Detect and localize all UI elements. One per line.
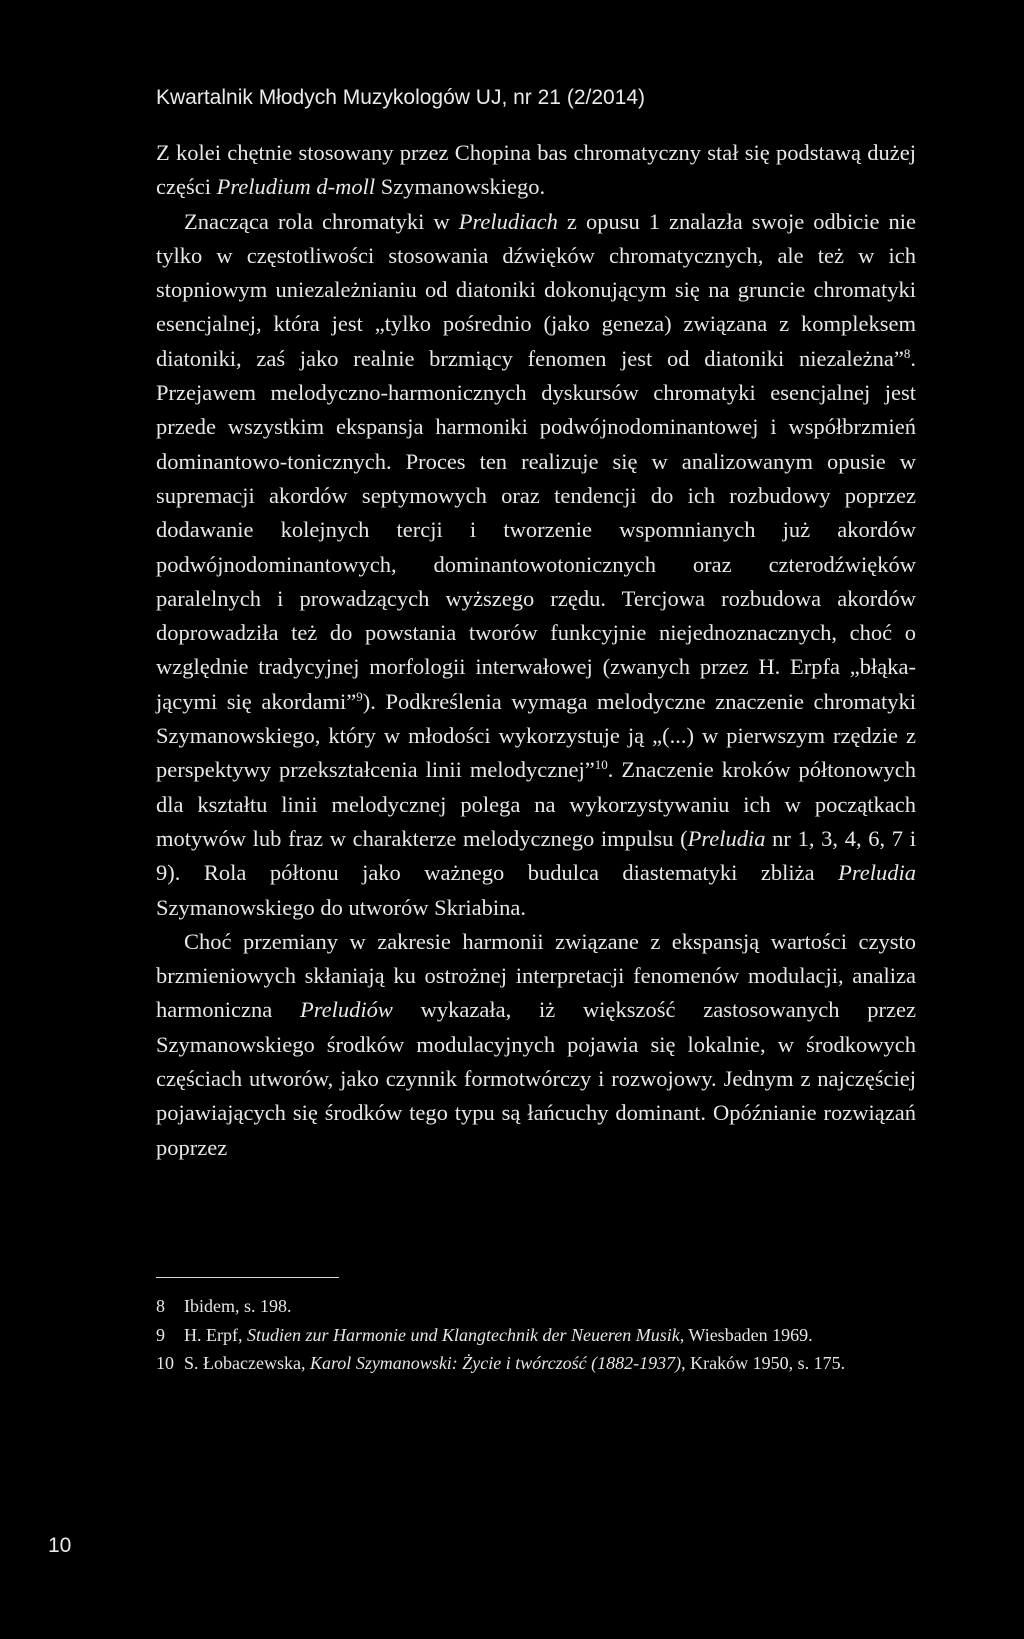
text-run: nr 1, 3, 4, 6, 7 i 9). Rola półtonu jako ważnego budulca diastematyki zbliża (156, 825, 916, 886)
text-run: Znacząca rola chromatyki w (184, 208, 459, 234)
text-run: Szymanowskiego do utworów Skriabina. (156, 894, 526, 920)
main-text (156, 136, 916, 1165)
footnote-text: H. Erpf, (184, 1324, 247, 1345)
text-run: . Przejawem melodyczno-harmonicznych dyskursów chromatyki esencjalnej jest przede wszystkim ekspansja harmoniki podwójnodominantowej i współbrzmień dominantowo-tonicznych. Proces ten realizuje się w analizowanym opusie w supremacji akordów septymowych oraz tendencji do ich rozbudowy poprzez dodawanie kolejnych tercji i tworzenie wspomnianych już akordów podwójnodominantowych, dominantowotonicznych oraz czterodźwięków paralelnych i prowadzących wyższego rzędu. Tercjowa rozbudowa akordów doprowadziła też do powstania tworów funkcyjnie niejednoznacznych, choć o względnie tradycyjnej morfologii interwałowej (zwanych przez H. Erpfa „błąkającymi się akordami” (156, 345, 916, 714)
footnote-separator (156, 1277, 339, 1278)
footnote-10 (156, 1349, 916, 1378)
italic-title: Preludiów (299, 997, 393, 1023)
footnote-number: 8 (156, 1296, 165, 1316)
text-run: . Znaczenie kroków półtonowych dla kształtu linii melodycznej polega na wykorzystywaniu ich w początkach motywów lub fraz w charakterze melodycznego impulsu ( (156, 757, 916, 851)
paragraph-3 (156, 925, 916, 1165)
italic-title: Preludia (687, 825, 766, 851)
text-run: ). Podkreślenia wymaga melodyczne znaczenie chromatyki Szymanowskiego, który w młodości wykorzystuje ją „(...) w pierwszym rzędzie z perspektywy przekształcenia linii melodycznej” (156, 688, 916, 783)
text-run: Szymanowskiego. (375, 174, 546, 200)
text-run: Z kolei chętnie stosowany przez Chopina bas chromatyczny stał się podstawą dużej części (156, 140, 916, 200)
running-header: Kwartalnik Młodych Muzykologów UJ, nr 21 (2/2014) (156, 86, 646, 109)
paragraph-1 (156, 136, 916, 205)
page-number: 10 (48, 1534, 72, 1557)
italic-title: Studien zur Harmonie und Klangtechnik der Neueren Musik (246, 1324, 680, 1345)
footnotes (156, 1292, 916, 1378)
paragraph-2 (156, 205, 916, 925)
footnote-8 (156, 1292, 916, 1321)
footnote-text: S. Łobaczewska, (184, 1353, 310, 1373)
italic-title: Preludiach (458, 208, 558, 234)
italic-title: Preludia (838, 860, 916, 886)
text-run: z opusu 1 znalazła swoje odbicie nie tylko w częstotliwości stosowania dźwięków chromatycznych, ale też w ich stopniowym uniezależnianiu od diatoniki dokonującym się na gruncie chromatyki esencjalnej, która jest „tylko pośrednio (jako geneza) związana z kompleksem diatoniki, zaś jako realnie brzmiący fenomen jest od diatoniki niezależna” (156, 208, 916, 371)
footnote-9 (156, 1321, 916, 1350)
italic-title: Preludium d-moll (216, 174, 376, 200)
footnote-text: Ibidem, s. 198. (184, 1296, 292, 1316)
text-run: Choć przemiany w zakresie harmonii związane z ekspansją wartości czysto brzmieniowych skłaniają ku ostrożnej interpretacji fenomenów modulacji, analiza harmoniczna (156, 928, 916, 1023)
text-run: wykazała, iż większość zastosowanych przez Szymanowskiego środków modulacyjnych pojawia się lokalnie, w środkowych częściach utworów, jako czynnik formotwórczy i rozwojowy. Jednym z najczęściej pojawiających się środków tego typu są łańcuchy dominant. Opóźnianie rozwiązań poprzez (156, 997, 916, 1160)
footnote-text: , Kraków 1950, s. 175. (681, 1353, 846, 1373)
footnote-text: , Wiesbaden 1969. (679, 1324, 813, 1345)
footnote-number: 10 (156, 1353, 174, 1373)
footnote-ref-8: 8 (903, 345, 911, 361)
italic-title: Karol Szymanowski: Życie i twórczość (1882-1937) (309, 1353, 682, 1373)
footnote-ref-9: 9 (356, 688, 363, 704)
footnote-number: 9 (156, 1324, 165, 1345)
footnote-ref-10: 10 (594, 757, 608, 773)
